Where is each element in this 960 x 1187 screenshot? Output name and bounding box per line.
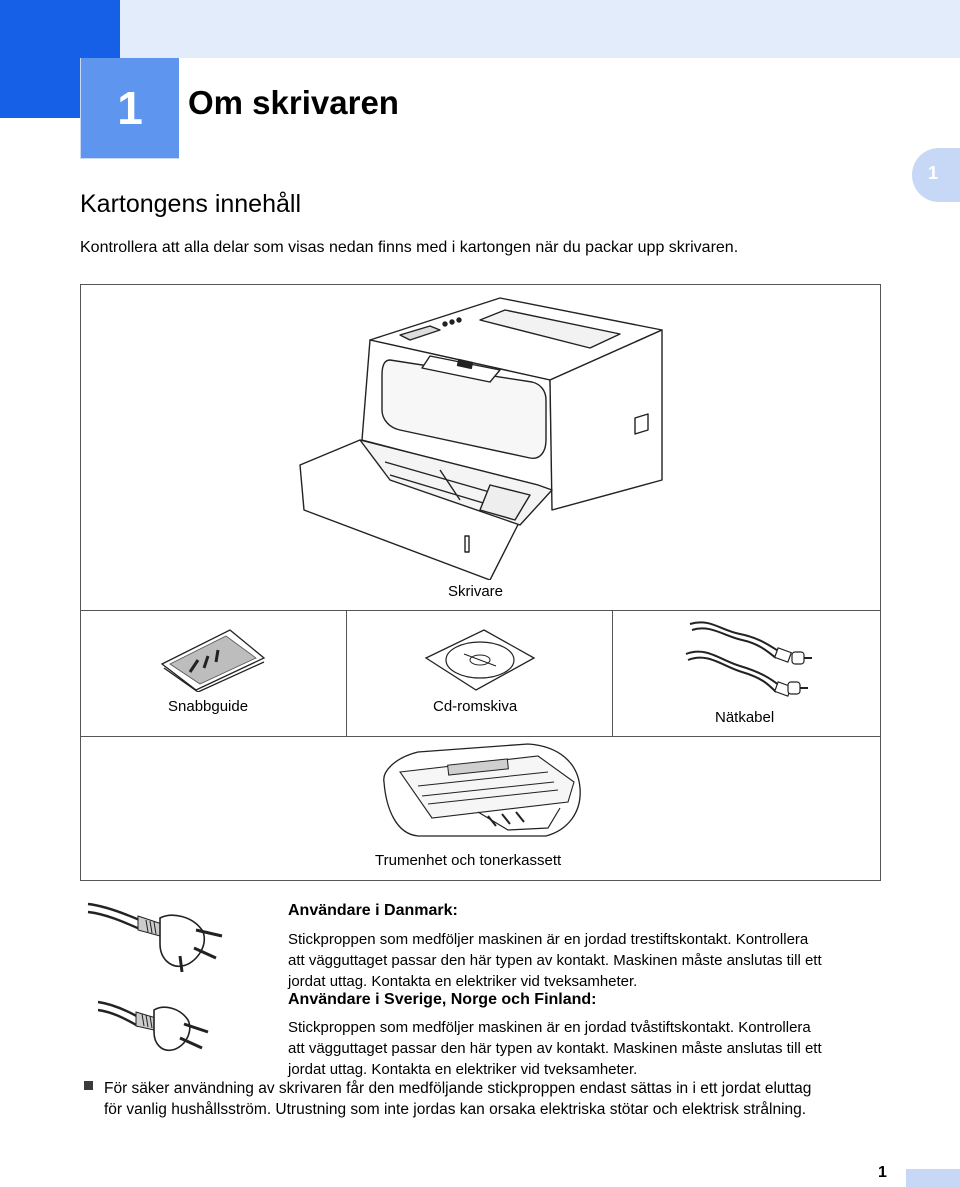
cd-rom-caption: Cd-romskiva xyxy=(433,698,518,715)
intro-text: Kontrollera att alla delar som visas nedan finns med i kartongen när du packar upp skrivaren. xyxy=(80,239,739,256)
quick-guide-illustration xyxy=(160,628,266,692)
drum-unit-caption: Trumenhet och tonerkassett xyxy=(375,852,562,869)
chapter-side-tab-number: 1 xyxy=(928,163,939,183)
schuko-plug-icon xyxy=(96,996,212,1058)
danish-plug-icon xyxy=(86,900,232,978)
safety-note-line: för vanlig hushållsström. Utrustning som inte jordas kan orsaka elektriska stötar och elektrisk strålning. xyxy=(104,1101,807,1118)
figure-divider xyxy=(80,736,880,737)
denmark-text-line: Stickproppen som medföljer maskinen är en jordad trestiftskontakt. Kontrollera xyxy=(288,931,809,948)
denmark-heading: Användare i Danmark: xyxy=(288,902,458,919)
nordic-heading: Användare i Sverige, Norge och Finland: xyxy=(288,991,597,1008)
denmark-text-line: jordat uttag. Kontakta en elektriker vid tveksamheter. xyxy=(288,973,638,990)
figure-divider xyxy=(80,610,880,611)
figure-divider xyxy=(612,610,613,736)
header-band xyxy=(0,0,960,58)
chapter-number: 1 xyxy=(117,82,143,134)
section-heading: Kartongens innehåll xyxy=(80,190,301,218)
denmark-text-line: att vägguttaget passar den här typen av kontakt. Maskinen måste anslutas till ett xyxy=(288,952,822,969)
note-bullet-icon xyxy=(84,1081,93,1090)
footer-tab xyxy=(906,1169,960,1187)
chapter-title: Om skrivaren xyxy=(188,84,399,121)
nordic-text-line: att vägguttaget passar den här typen av kontakt. Maskinen måste anslutas till ett xyxy=(288,1040,822,1057)
printer-caption: Skrivare xyxy=(448,583,504,600)
drum-unit-illustration xyxy=(378,742,584,840)
cd-rom-illustration xyxy=(424,628,536,692)
safety-note-line: För säker användning av skrivaren får den medföljande stickproppen endast sättas in i ett jordat eluttag xyxy=(104,1080,812,1097)
page-number: 1 xyxy=(878,1164,887,1181)
power-cable-caption: Nätkabel xyxy=(715,709,775,726)
nordic-text-line: jordat uttag. Kontakta en elektriker vid tveksamheter. xyxy=(288,1061,638,1078)
power-cable-illustration xyxy=(680,616,816,708)
figure-divider xyxy=(346,610,347,736)
printer-illustration xyxy=(290,290,670,580)
quick-guide-caption: Snabbguide xyxy=(168,698,249,715)
nordic-text-line: Stickproppen som medföljer maskinen är en jordad tvåstiftskontakt. Kontrollera xyxy=(288,1019,811,1036)
chapter-number-box xyxy=(80,58,179,159)
